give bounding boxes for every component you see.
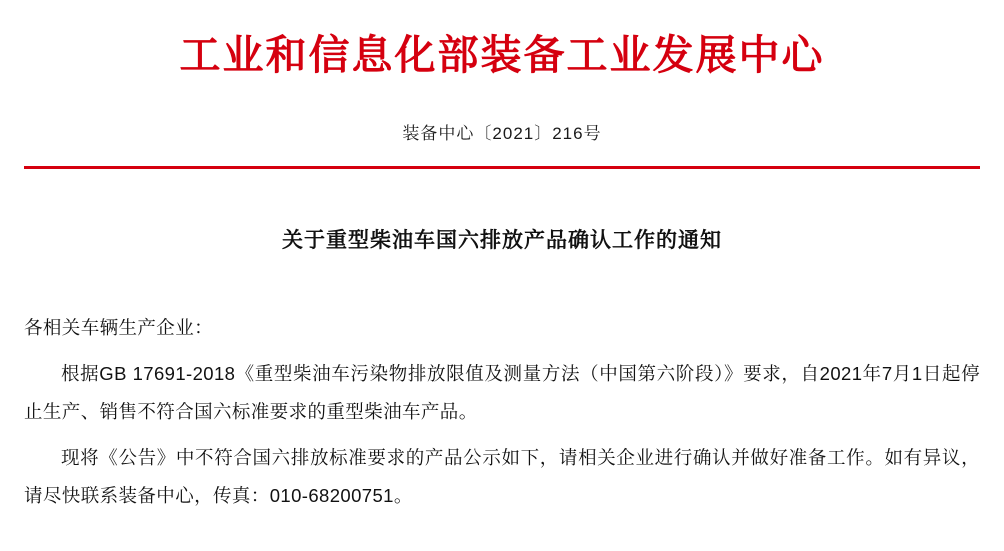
document-title: 关于重型柴油车国六排放产品确认工作的通知 (282, 229, 722, 253)
red-divider-rule (24, 166, 980, 169)
issuing-authority-title: 工业和信息化部装备工业发展中心 (179, 32, 825, 78)
salutation: 各相关车辆生产企业： (24, 317, 214, 339)
masthead (24, 0, 980, 81)
document-number: 装备中心〔2021〕216号 (402, 124, 602, 144)
document-body (24, 309, 980, 515)
body-paragraph-1: 根据GB 17691-2018《重型柴油车污染物排放限值及测量方法（中国第六阶段）》要求，自2021年7月1日起停止生产、销售不符合国六标准要求的重型柴油车产品。 (24, 363, 980, 423)
body-paragraph-2: 现将《公告》中不符合国六排放标准要求的产品公示如下，请相关企业进行确认并做好准备工作。如有异议，请尽快联系装备中心，传真：010-68200751。 (24, 447, 980, 507)
